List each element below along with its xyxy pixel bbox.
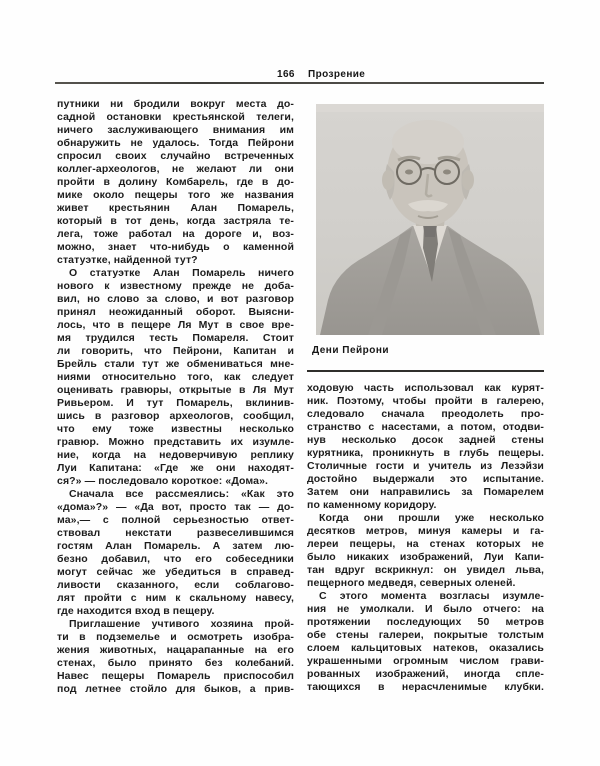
text-line: живет крестьянин Алан Помарель, <box>57 202 294 214</box>
text-line: можно, знает что-нибудь о каменной <box>57 241 294 253</box>
text-line: лят пройти с ним к скальному навесу, <box>57 592 294 604</box>
text-line: пещерного медведя, северных оленей. <box>307 577 516 589</box>
text-line: протяжении последующих 50 метров <box>307 616 544 628</box>
text-line: обнаружить не удалось. Тогда Пейрони <box>57 137 294 149</box>
text-line: Луи Капитана: «Где же они находят- <box>57 462 294 474</box>
text-line: вил, но слово за слово, и вот разговор <box>57 293 294 305</box>
text-line: было никаких изображений, Луи Капи- <box>307 551 544 563</box>
text-line: ничего заслуживающего внимания им <box>57 124 294 136</box>
text-line: ти в подземелье и осмотреть изобра- <box>57 631 294 643</box>
text-line: оценивать гравюры, открытые в Ля Мут <box>57 384 294 396</box>
text-line: Столичные гости и учитель из Лезэйзи <box>307 460 544 472</box>
text-line: безно добавил, что его собеседники <box>57 553 294 565</box>
text-line: который в тот день, когда застряла те- <box>57 215 294 227</box>
caption-rule <box>307 370 544 372</box>
text-line: Когда они прошли уже несколько <box>319 512 544 524</box>
text-line: Сначала все рассмеялись: «Как это <box>69 488 294 500</box>
text-line: лега, тоже работал на дороге и, воз- <box>57 228 294 240</box>
text-line: ния не умолкали. И было отчего: на <box>307 603 544 615</box>
text-line: ствовал некстати развеселившимся <box>57 527 294 539</box>
text-line: лереи пещеры, на стенах которых не <box>307 538 544 550</box>
left-column <box>57 98 294 696</box>
text-line: слоем кальцитовых натеков, оказались <box>307 642 544 654</box>
text-line: ливости сказанного, если соблагово- <box>57 579 294 591</box>
text-line: садной остановки крестьянской телеги, <box>57 111 294 123</box>
text-line: Затем они направились за Помарелем <box>307 486 544 498</box>
text-line: где находится вход в пещеру. <box>57 605 215 617</box>
text-line: О статуэтке Алан Помарель ничего <box>69 267 294 279</box>
right-column <box>307 382 544 694</box>
running-title: Прозрение <box>308 69 366 80</box>
eye-right <box>443 170 451 175</box>
text-line: десятков метров, минуя камеры и га- <box>307 525 544 537</box>
text-line: украшенными огромным числом грави- <box>307 655 544 667</box>
text-line: Брейль стали тут же обмениваться мне- <box>57 358 294 370</box>
header-rule <box>55 82 544 84</box>
text-line: лось, что в пещере Ля Мут в свое вре- <box>57 319 294 331</box>
text-line: статуэтке, найденной тут? <box>57 254 198 266</box>
text-line: гостям Алан Помарель. А затем лю- <box>57 540 294 552</box>
text-line: пройти в долину Комбарель, где в до- <box>57 176 294 188</box>
text-line: ние, когда на недоверчивую реплику <box>57 449 294 461</box>
text-line: по каменному коридору. <box>307 499 437 511</box>
text-line: ник. Поэтому, чтобы пройти в галерею, <box>307 395 544 407</box>
text-line: мике около пещеры того же названия <box>57 189 294 201</box>
text-line: что ему тоже известны несколько <box>57 423 294 435</box>
text-line: нового к известному прежде не доба- <box>57 280 294 292</box>
text-line: курятника, проникнуть в глубь пещеры. <box>307 447 544 459</box>
text-line: ходовую часть использовал как курят- <box>307 382 544 394</box>
text-line: спросил своих случайно встреченных <box>57 150 294 162</box>
text-line: «дома»?» — «Да вот, просто так — до- <box>57 501 294 513</box>
text-line: С этого момента возгласы изумле- <box>319 590 544 602</box>
tie-knot <box>423 225 437 237</box>
ear-right <box>462 170 474 190</box>
text-line: нув несколько досок задней стены <box>307 434 544 446</box>
photo-edge-fade <box>316 104 544 112</box>
text-line: Навес пещеры Помарель приспособил <box>57 670 294 682</box>
text-line: следовало сначала преодолеть про- <box>307 408 544 420</box>
text-line: мя трудился тесть Помареля. Стоит <box>57 332 294 344</box>
eye-left <box>405 170 413 175</box>
text-line: обе стены галереи, покрытые толстым <box>307 629 544 641</box>
text-line: Приглашение учтивого хозяина прой- <box>69 618 294 630</box>
text-line: ма»,— с полной серьезностью ответ- <box>57 514 294 526</box>
portrait-photo <box>316 104 544 335</box>
text-line: стенах, было принято без колебаний. <box>57 657 294 669</box>
text-line: странство с насестами, а потом, отодви- <box>307 421 544 433</box>
text-line: тан вдруг вскрикнул: он увидел льва, <box>307 564 544 576</box>
text-line: путники ни бродили вокруг места до- <box>57 98 294 110</box>
text-line: ли говорить, что Пейрони, Капитан и <box>57 345 294 357</box>
text-line: ниями относительно того, как следует <box>57 371 294 383</box>
page-number: 166 <box>277 69 295 80</box>
text-line: могут сейчас же убедиться в справед- <box>57 566 294 578</box>
text-line: жения животных, нацарапанные на его <box>57 644 294 656</box>
text-line: ся?» — последовало короткое: «Дома». <box>57 475 269 487</box>
ear-left <box>382 170 394 190</box>
text-line: гравюр. Можно представить их изумле- <box>57 436 294 448</box>
text-line: тающихся в нерасчленимые клубки. <box>307 681 544 693</box>
photo-caption: Дени Пейрони <box>312 345 390 356</box>
text-line: достойно выдержали это испытание. <box>307 473 544 485</box>
text-line: Ривьером. И тут Помарель, вклинив- <box>57 397 294 409</box>
text-line: шись в разговор археологов, сообщил, <box>57 410 294 422</box>
text-line: под летнее стойло для быков, а прив- <box>57 683 294 695</box>
text-line: принял неожиданный оборот. Выясни- <box>57 306 294 318</box>
text-line: рованных изображений, иногда спле- <box>307 668 544 680</box>
text-line: коллег-археологов, не желают ли они <box>57 163 294 175</box>
